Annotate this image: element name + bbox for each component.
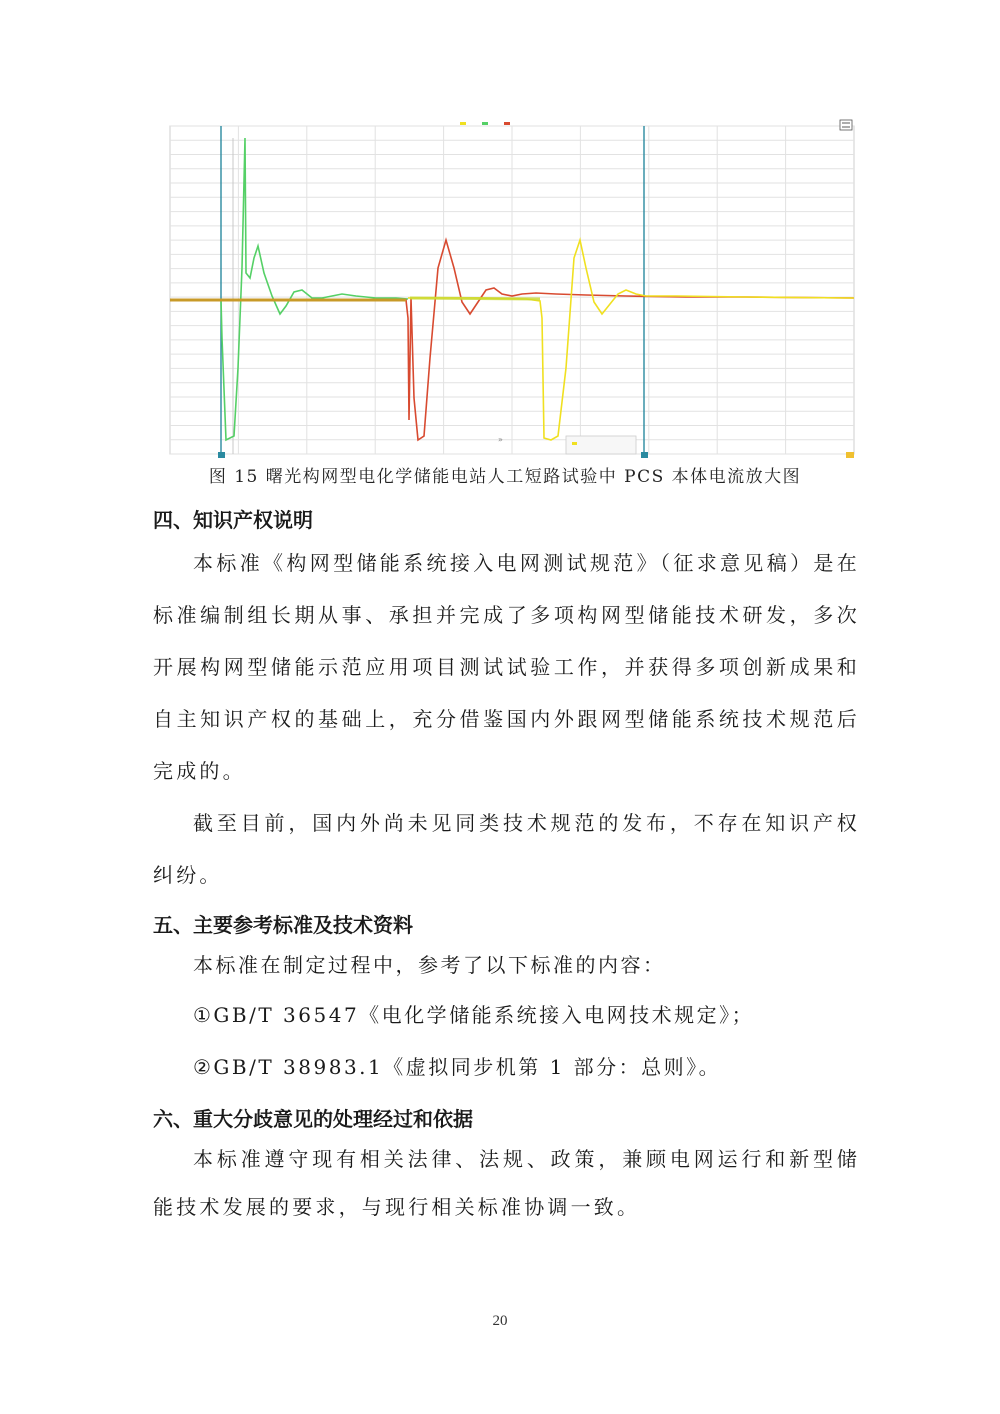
section-heading: 五、主要参考标准及技术资料 [153,913,413,937]
paragraph: 本标准《构网型储能系统接入电网测试规范》（征求意见稿）是在标准编制组长期从事、承担并完成了多项构网型储能技术研发，多次开展构网型储能示范应用项目测试试验工作，并获得多项创新成果和自主知识产权的基础上，充分借鉴国内外跟网型储能系统技术规范后完成的。 [153,551,860,783]
end-marker[interactable] [846,452,854,458]
toolbar-icon[interactable] [840,120,852,130]
section-heading: 四、知识产权说明 [153,508,313,532]
figure-caption: 图 15 曙光构网型电化学储能电站人工短路试验中 PCS 本体电流放大图 [208,467,802,487]
reference-item: ①GB/T 36547《电化学储能系统接入电网技术规定》； [193,1003,755,1027]
waveform-plot [146,118,858,462]
paragraph: 本标准在制定过程中，参考了以下标准的内容： [193,953,666,977]
section-heading: 六、重大分歧意见的处理经过和依据 [153,1107,473,1131]
paragraph: 本标准遵守现有相关法律、法规、政策，兼顾电网运行和新型储能技术发展的要求，与现行相关标准协调一致。 [153,1147,860,1219]
cursor-marker-a[interactable] [218,452,225,458]
scroll-right-icon[interactable]: » [498,435,503,444]
reference-item: ②GB/T 38983.1《虚拟同步机第 1 部分：总则》。 [193,1055,722,1079]
document-body [153,500,860,1231]
page-number: 20 [492,1313,508,1329]
paragraph: 截至目前，国内外尚未见同类技术规范的发布，不存在知识产权纠纷。 [153,811,860,887]
cursor-marker-b[interactable] [641,452,648,458]
section-references [153,909,860,1093]
current-waveform-figure [146,118,858,462]
section-ip [153,505,860,901]
section-disagreements [153,1103,860,1231]
